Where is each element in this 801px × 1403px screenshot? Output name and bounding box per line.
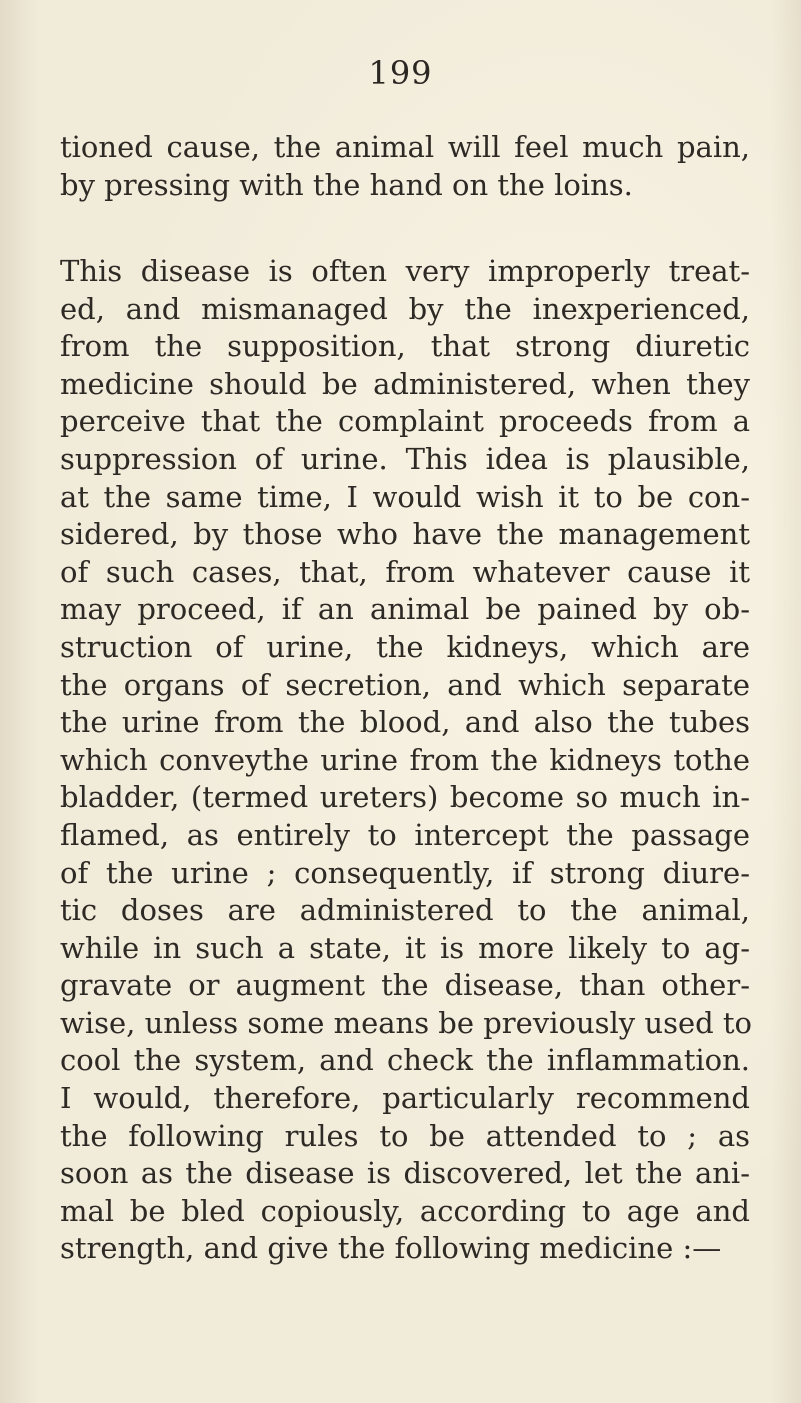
- paragraph-1: [60, 129, 750, 204]
- text-line: I would, therefore, particularly recommend: [60, 1081, 750, 1116]
- text-line: strength, and give the following medicine :—: [60, 1231, 722, 1266]
- text-line: tioned cause, the animal will feel much pain,: [60, 130, 750, 164]
- text-line: the following rules to be attended to ; as: [60, 1118, 750, 1153]
- text-line: struction of urine, the kidneys, which are: [60, 629, 750, 664]
- text-line: perceive that the complaint proceeds from a: [60, 404, 750, 439]
- text-line: This disease is often very improperly treat-: [60, 254, 750, 288]
- text-line: the urine from the blood, and also the tubes: [60, 705, 750, 740]
- text-line: wise, unless some means be previously used to: [60, 1005, 753, 1040]
- text-line: bladder, (termed ureters) become so much in-: [60, 780, 750, 815]
- text-line: may proceed, if an animal be pained by ob-: [60, 592, 750, 627]
- text-line: gravate or augment the disease, than other-: [60, 968, 750, 1003]
- text-line: soon as the disease is discovered, let the ani-: [60, 1156, 750, 1191]
- text-line: cool the system, and check the inflammation.: [60, 1043, 750, 1078]
- text-line: at the same time, I would wish it to be con-: [60, 479, 750, 514]
- text-line: medicine should be administered, when they: [60, 366, 750, 401]
- text-line: the organs of secretion, and which separate: [60, 667, 750, 702]
- text-line: tic doses are administered to the animal,: [60, 893, 750, 928]
- text-line: suppression of urine. This idea is plausible,: [60, 441, 750, 476]
- page-number: 199: [368, 54, 433, 92]
- paragraph-2: [60, 253, 753, 1268]
- text-line: sidered, by those who have the management: [60, 517, 750, 552]
- text-line: by pressing with the hand on the loins.: [60, 167, 633, 202]
- text-line: ed, and mismanaged by the inexperienced,: [60, 291, 750, 326]
- text-line: from the supposition, that strong diuretic: [60, 329, 750, 364]
- text-line: flamed, as entirely to intercept the passage: [60, 817, 750, 852]
- text-line: mal be bled copiously, according to age and: [60, 1193, 750, 1228]
- text-line: of such cases, that, from whatever cause it: [60, 554, 750, 589]
- text-line: of the urine ; consequently, if strong diure-: [60, 855, 750, 890]
- text-line: which conveythe urine from the kidneys tothe: [60, 742, 750, 777]
- text-line: while in such a state, it is more likely to ag-: [60, 930, 750, 965]
